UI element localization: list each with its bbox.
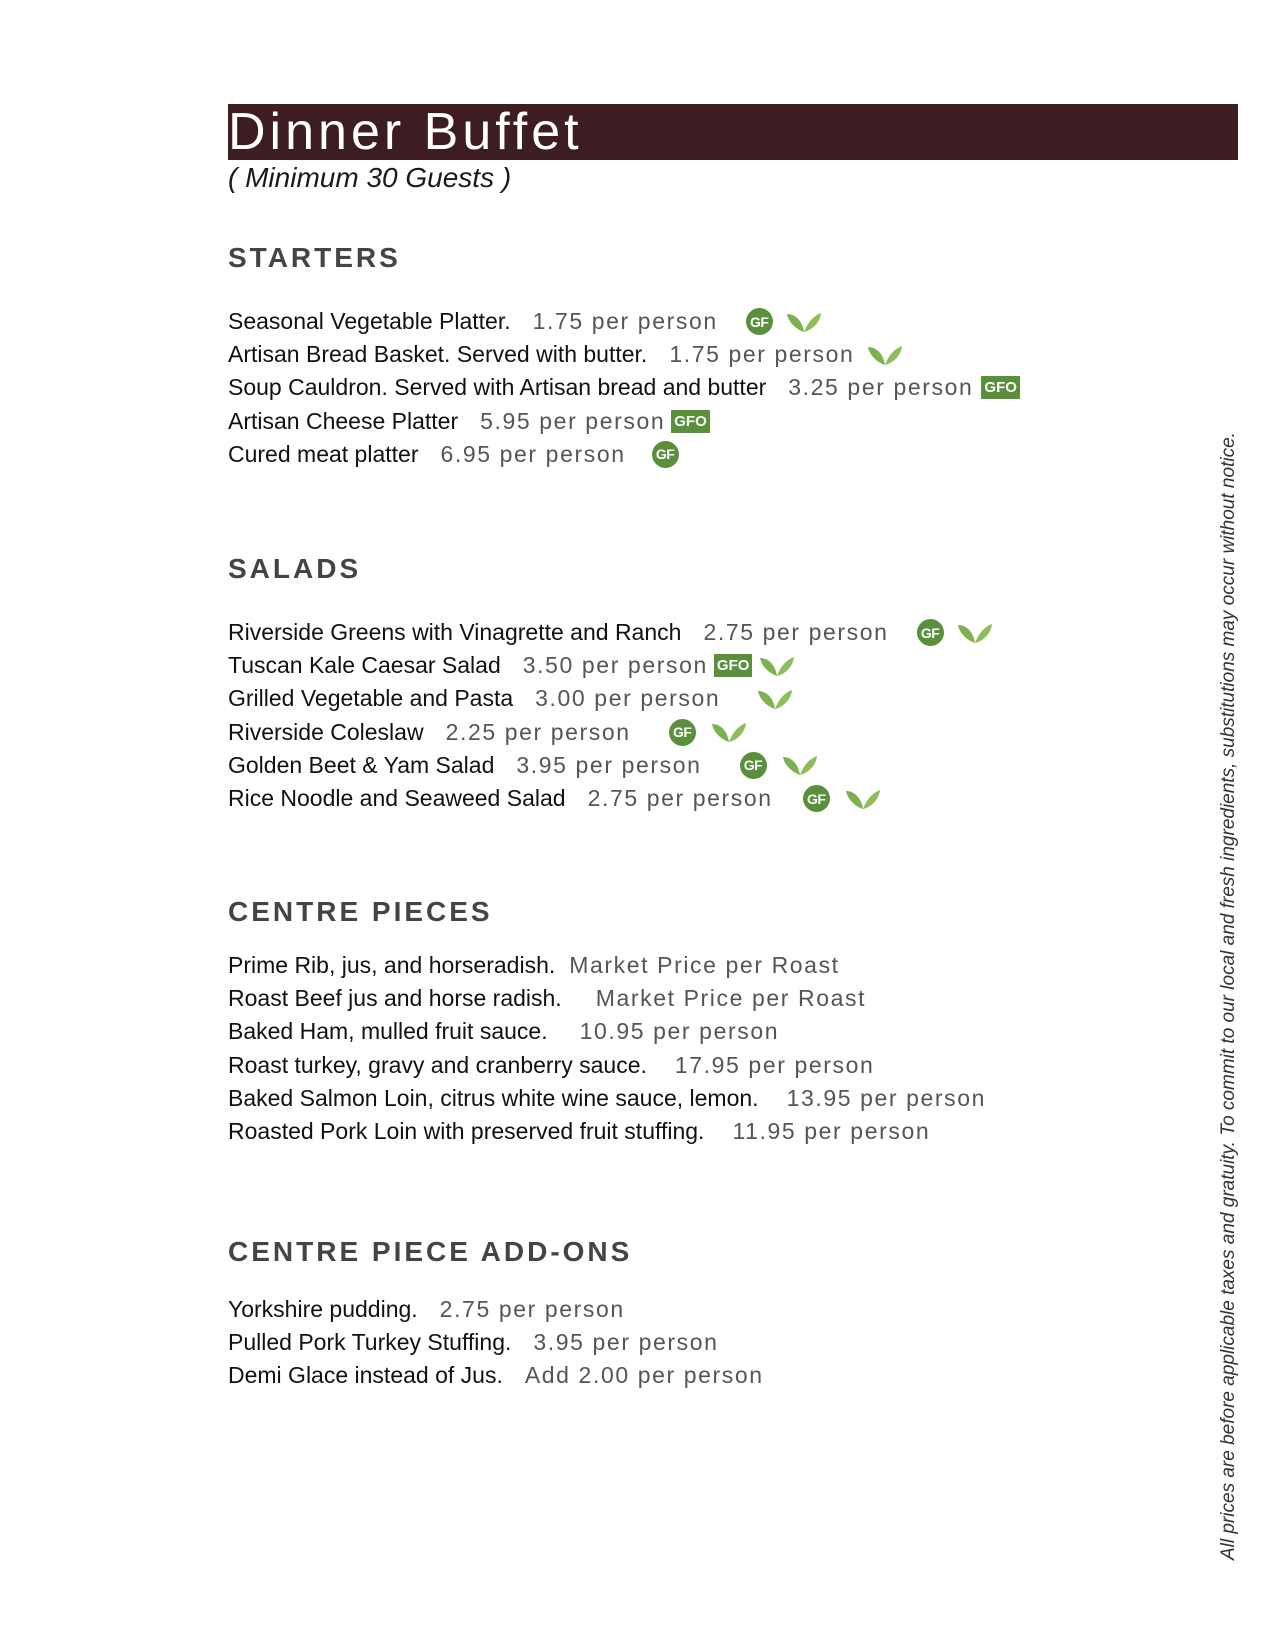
menu-item [228,1015,1188,1048]
item-price: 3.95 per person [533,1329,719,1356]
item-name: Pulled Pork Turkey Stuffing. [228,1329,512,1356]
page-title: Dinner Buffet [228,103,583,161]
item-price: 3.50 per person [522,652,708,679]
item-name: Baked Ham, mulled fruit sauce. [228,1018,548,1045]
menu-item [228,982,1188,1015]
item-price: 2.75 per person [439,1296,625,1323]
vegetarian-leaf-icon [785,310,823,334]
item-name: Artisan Bread Basket. Served with butter. [228,341,648,368]
item-name: Rice Noodle and Seaweed Salad [228,785,566,812]
item-name: Roast turkey, gravy and cranberry sauce. [228,1051,647,1078]
section-centre-pieces [228,895,1188,1148]
item-price: 5.95 per person [480,407,666,434]
vegetarian-leaf-icon [756,687,794,711]
item-name: Tuscan Kale Caesar Salad [228,652,501,679]
section-salads [228,552,1188,815]
section-heading: CENTRE PIECES [228,896,493,927]
vegetarian-leaf-icon [866,343,904,367]
menu-item [228,1326,1188,1359]
menu-item [228,749,1188,782]
menu-item [228,1115,1188,1148]
gluten-free-badge: GF [746,308,773,335]
page-subtitle: ( Minimum 30 Guests ) [228,162,512,193]
item-name: Prime Rib, jus, and horseradish. [228,952,556,979]
gluten-free-badge: GF [652,441,679,468]
gluten-free-badge: GF [669,719,696,746]
item-name: Cured meat platter [228,440,419,467]
item-price: 3.95 per person [516,751,702,778]
item-name: Golden Beet & Yam Salad [228,751,495,778]
item-price: 17.95 per person [674,1051,875,1078]
menu-item [228,649,1188,682]
item-price: 2.25 per person [445,718,631,745]
menu-item [228,782,1188,815]
item-name: Yorkshire pudding. [228,1296,418,1323]
section-add-ons [228,1235,1188,1393]
vegetarian-leaf-icon [781,753,819,777]
item-name: Seasonal Vegetable Platter. [228,308,511,335]
item-name: Grilled Vegetable and Pasta [228,685,514,712]
item-price: Add 2.00 per person [524,1362,764,1389]
menu-item [228,682,1188,715]
gluten-free-badge: GF [740,752,767,779]
item-price: 1.75 per person [532,308,718,335]
item-name: Riverside Coleslaw [228,718,424,745]
item-price: Market Price per Roast [569,952,840,979]
menu-item [228,1082,1188,1115]
menu-item [228,949,1188,982]
item-price: 11.95 per person [732,1118,931,1145]
gluten-free-badge: GF [803,785,830,812]
item-name: Soup Cauldron. Served with Artisan bread and butter [228,374,767,401]
gluten-free-option-badge: GFO [671,410,710,433]
item-price: 3.25 per person [788,374,974,401]
vegetarian-leaf-icon [956,621,994,645]
menu-item [228,371,1188,404]
gluten-free-option-badge: GFO [981,376,1020,399]
section-heading: CENTRE PIECE ADD-ONS [228,1236,633,1267]
menu-item [228,1293,1188,1326]
menu-item [228,616,1188,649]
menu-item [228,1359,1188,1392]
menu-item [228,305,1188,338]
vegetarian-leaf-icon [710,720,748,744]
menu-item [228,438,1188,471]
item-name: Roast Beef jus and horse radish. [228,985,562,1012]
item-price: 2.75 per person [703,619,889,646]
item-price: 13.95 per person [786,1084,987,1111]
gluten-free-badge: GF [917,619,944,646]
item-name: Artisan Cheese Platter [228,407,459,434]
item-price: 10.95 per person [579,1018,780,1045]
section-heading: STARTERS [228,242,401,273]
item-price: 6.95 per person [440,440,626,467]
item-name: Demi Glace instead of Jus. [228,1362,503,1389]
menu-item [228,1049,1188,1082]
section-starters [228,241,1188,471]
item-name: Roasted Pork Loin with preserved fruit stuffing. [228,1118,705,1145]
item-name: Riverside Greens with Vinagrette and Ranch [228,619,682,646]
menu-item [228,405,1188,438]
item-price: Market Price per Roast [595,985,867,1012]
title-bar [228,104,1238,160]
item-price: 1.75 per person [669,341,855,368]
menu-item [228,338,1188,371]
menu-item [228,716,1188,749]
vegetarian-leaf-icon [758,654,796,678]
gluten-free-option-badge: GFO [714,654,753,677]
item-name: Baked Salmon Loin, citrus white wine sauce, lemon. [228,1084,759,1111]
pricing-disclaimer: All prices are before applicable taxes and gratuity. To commit to our local and fresh ingredients, substitutions may occur without notice. [1218,432,1239,1560]
vegetarian-leaf-icon [844,787,882,811]
item-price: 3.00 per person [535,685,721,712]
section-heading: SALADS [228,553,362,584]
item-price: 2.75 per person [587,785,773,812]
